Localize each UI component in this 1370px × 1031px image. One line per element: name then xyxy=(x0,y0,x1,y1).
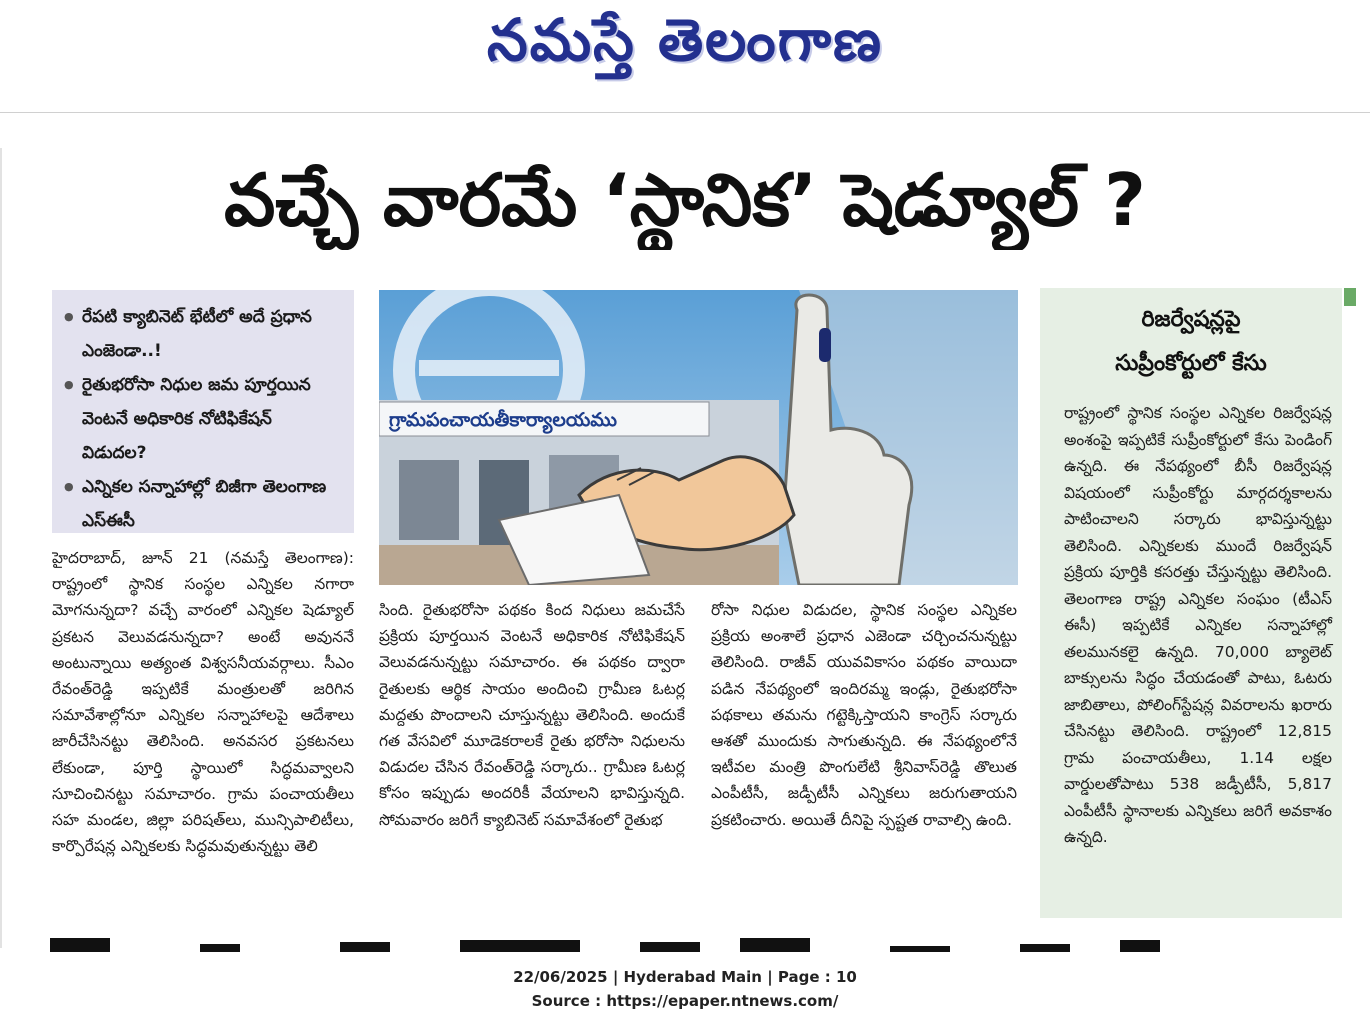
newspaper-logo: నమస్తే తెలంగాణ xyxy=(487,6,883,74)
sidebar-title-line: రిజర్వేషన్లపై xyxy=(1141,307,1241,332)
sidebar-title-line: సుప్రీంకోర్టులో కేసు xyxy=(1115,351,1267,376)
article-text: రోసా నిధుల విడుదల, స్థానిక సంస్థల ఎన్నికల ప్రక్రియ అంశాలే ప్రధాన ఎజెండా చర్చించనున్నట్టు తెలిసింది. రాజీవ్‌ యువవికాసం పథకం వాయిదా పడిన నేపథ్యంలో ఇందిరమ్మ ఇండ్లు, రైతుభరోసా పథకాలు తమను గట్టెక్కిస్తాయని కాంగ్రెస్‌ సర్కారు ఆశతో ముందుకు సాగుతున్నది. ఈ నేపథ్యంలోనే ఇటీవల మంత్రి పొంగులేటి శ్రీనివాస్‌రెడ్డి తొలుత ఎంపీటీసీ, జడ్పీటీసీ ఎన్నికలు జరుగుతాయని ప్రకటించారు. అయితే దీనిపై స్పష్టత రావాల్సి ఉంది. xyxy=(711,601,1017,829)
footer-date-line: 22/06/2025 | Hyderabad Main | Page : 10 xyxy=(513,968,857,986)
election-illustration xyxy=(379,290,1018,585)
highlight-item: ● రైతుభరోసా నిధుల జమ పూర్తయిన వెంటనే అధికారిక నోటిఫికేషన్‌ విడుదల? xyxy=(64,368,342,470)
article-text: సింది. రైతుభరోసా పథకం కింద నిధులు జమచేసే ప్రక్రియ పూర్తయిన వెంటనే అధికారిక నోటిఫికేషన్‌ వెలువడనున్నట్టు సమాచారం. ఈ పథకం ద్వారా రైతులకు ఆర్థిక సాయం అందించి గ్రామీణ ఓటర్ల మద్దతు పొందాలని చూస్తున్నట్టు తెలిసింది. అందుకే గత వేసవిలో మూడెకరాలకే రైతు భరోసా నిధులను విడుదల చేసిన రేవంత్‌రెడ్డి సర్కారు.. గ్రామీణ ఓటర్ల కోసం ఇప్పుడు అందరికీ వేయాలని భావిస్తున్నది. సోమవారం జరిగే క్యాబినెట్‌ సమావేశంలో రైతుభ xyxy=(379,601,685,829)
sidebar-box xyxy=(1040,288,1342,918)
sidebar-body: రాష్ట్రంలో స్థానిక సంస్థల ఎన్నికల రిజర్వేషన్ల అంశంపై ఇప్పటికే సుప్రీంకోర్టులో కేసు పెండింగ్‌ ఉన్నది. ఈ నేపథ్యంలో బీసీ రిజర్వేషన్ల విషయంలో సుప్రీంకోర్టు మార్గదర్శకాలను పాటించాలని సర్కారు భావిస్తున్నట్టు తెలిసింది. ఎన్నికలకు ముందే రిజర్వేషన్‌ ప్రక్రియ పూర్తికి కసరత్తు చేస్తున్నట్టు తెలిసింది. తెలంగాణ రాష్ట్ర ఎన్నికల సంఘం (టీఎస్‌ ఈసీ) ఇప్పటికే ఎన్నికల సన్నాహాల్లో తలమునకలై ఉన్నది. 70,000 బ్యాలెట్‌ బాక్సులను సిద్ధం చేయడంతో పాటు, ఓటరు జాబితాలు, పోలింగ్‌స్టేషన్ల వివరాలను ఖరారు చేసినట్టు తెలిసింది. రాష్ట్రంలో 12,815 గ్రామ పంచాయతీలు, 1.14 లక్షల వార్డులతోపాటు 538 జడ్పీటీసీ, 5,817 ఎంపీటీసీ స్థానాలకు ఎన్నికలు జరిగే అవకాశం ఉన్నది. xyxy=(1064,404,1332,846)
article-column-1 xyxy=(52,545,354,893)
article-text: హైదరాబాద్‌, జూన్‌ 21 (నమస్తే తెలంగాణ): రాష్ట్రంలో స్థానిక సంస్థల ఎన్నికల నగారా మోగనున్నదా? వచ్చే వారంలో ఎన్నికల షెడ్యూల్‌ ప్రకటన వెలువడనున్నదా? అంటే అవుననే అంటున్నాయి అత్యంత విశ్వసనీయవర్గాలు. సీఎం రేవంత్‌రెడ్డి ఇప్పటికే మంత్రులతో జరిగిన సమావేశాల్లోనూ ఎన్నికల సన్నాహాలపై ఆదేశాలు జారీచేసినట్టు తెలిసింది. అనవసర ప్రకటనలు లేకుండా, పూర్తి స్థాయిలో సిద్ధమవ్వాలని సూచించినట్టు సమాచారం. గ్రామ పంచాయతీలు సహ మండల, జిల్లా పరిషత్‌లు, మున్సిపాలిటీలు, కార్పొరేషన్ల ఎన్నికలకు సిద్ధమవుతున్నట్టు తెలి xyxy=(52,549,354,856)
masthead xyxy=(0,0,1370,112)
sidebar-title xyxy=(1040,298,1342,386)
footer-source-line: Source : https://epaper.ntnews.com/ xyxy=(531,992,839,1010)
building-sign-text: గ్రామపంచాయతీకార్యాలయము xyxy=(389,409,617,431)
highlight-item: ● రేపటి క్యాబినెట్‌ భేటీలో అదే ప్రధాన ఎంజెండా..! xyxy=(64,300,342,368)
highlights-box xyxy=(52,290,354,533)
page-headline: వచ్చే వారమే ‘స్థానిక’ షెడ్యూల్‌ ? xyxy=(224,158,1146,242)
article-column-3 xyxy=(711,597,1017,897)
accent-stripe xyxy=(1344,288,1356,306)
next-article-strip xyxy=(40,936,1340,952)
article-column-2 xyxy=(379,597,685,897)
masthead-divider xyxy=(0,112,1370,113)
highlight-item: ● ఎన్నికల సన్నాహాల్లో బిజీగా తెలంగాణ ఎస్‌ఈసీ xyxy=(64,470,342,538)
page-edge xyxy=(0,148,10,948)
